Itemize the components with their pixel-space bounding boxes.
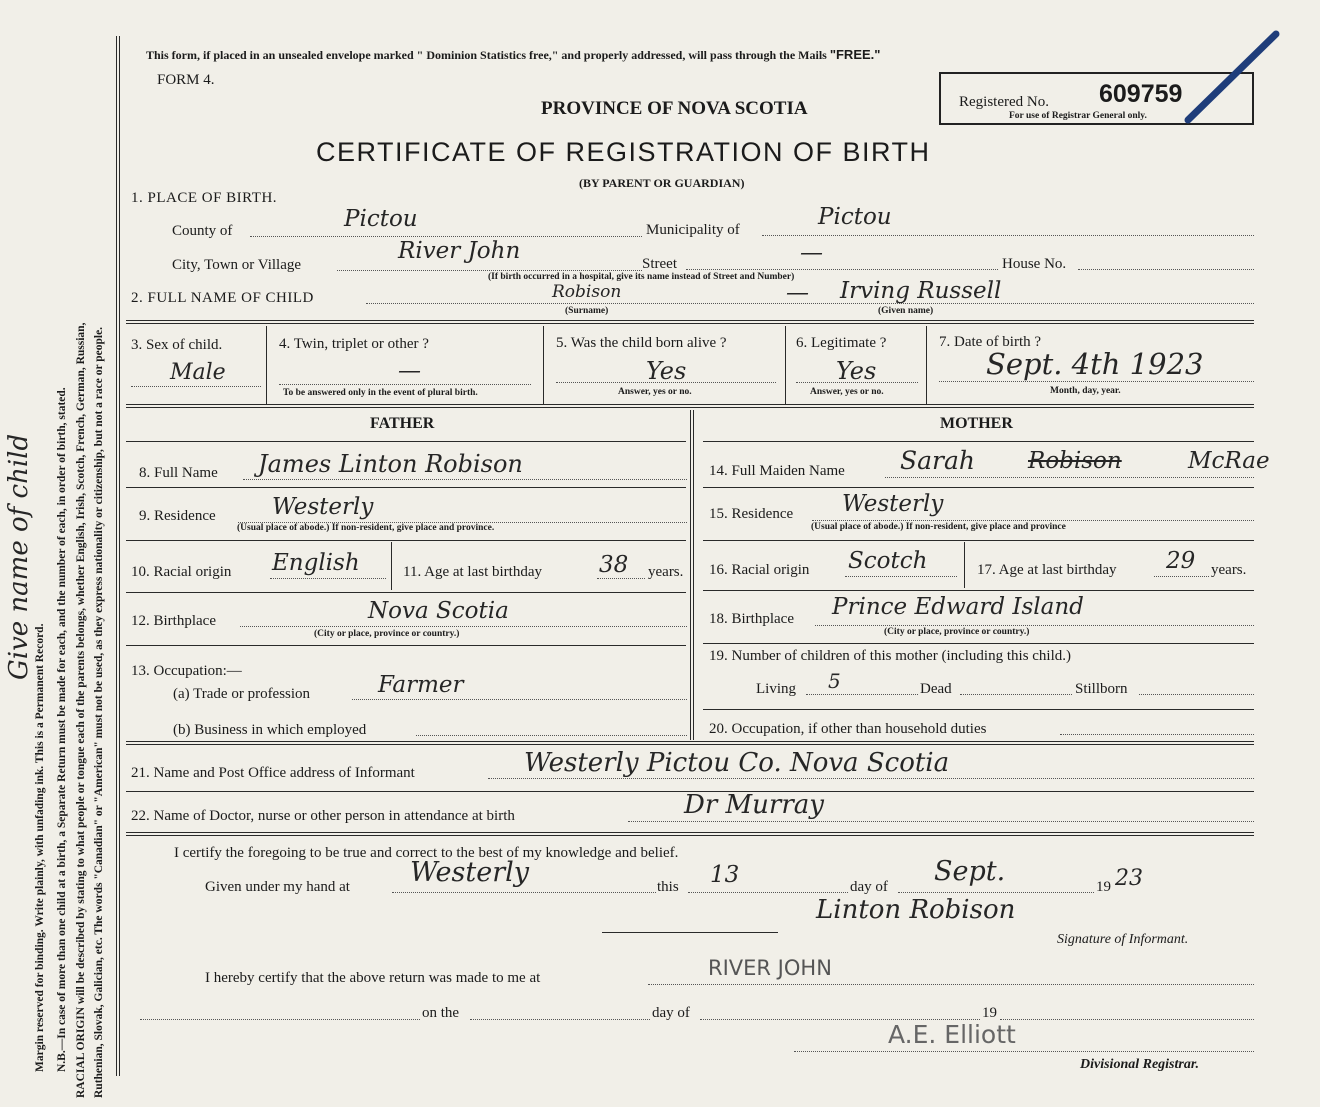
municipality-value: Pictou <box>818 204 892 230</box>
given-under-label: Given under my hand at <box>205 879 350 895</box>
county-value: Pictou <box>344 206 418 232</box>
registrar-statement: I hereby certify that the above return was made to me at <box>205 970 541 986</box>
father-residence-caption: (Usual place of abode.) If non-resident, give place and province. <box>237 523 495 533</box>
rule-after-parents <box>126 741 1254 745</box>
year-value: 23 <box>1115 866 1143 891</box>
mother-heading: MOTHER <box>940 415 1013 432</box>
informant-label: 21. Name and Post Office address of Informant <box>131 765 415 781</box>
legitimate-value: Yes <box>836 357 877 385</box>
rule-after-doctor <box>126 832 1254 836</box>
dob-value: Sept. 4th 1923 <box>986 347 1204 381</box>
surname-caption: (Surname) <box>565 306 609 316</box>
born-alive-label: 5. Was the child born alive ? <box>556 335 727 351</box>
mother-name-maiden: McRae <box>1188 448 1270 474</box>
doctor-label: 22. Name of Doctor, nurse or other person in attendance at birth <box>131 808 515 824</box>
mother-birthplace-caption: (City or place, province or country.) <box>884 627 1030 637</box>
twin-label: 4. Twin, triplet or other ? <box>279 336 429 352</box>
registrar-caption: Divisional Registrar. <box>1080 1057 1200 1072</box>
certificate-title: CERTIFICATE OF REGISTRATION OF BIRTH <box>316 137 931 167</box>
day-of-label: day of <box>850 879 888 895</box>
father-birthplace-value: Nova Scotia <box>368 598 509 624</box>
mother-race-label: 16. Racial origin <box>709 562 810 578</box>
child-given-value: Irving Russell <box>840 278 1002 304</box>
doctor-value: Dr Murray <box>684 790 824 820</box>
twin-value: — <box>398 358 421 384</box>
certify-statement: I certify the foregoing to be true and correct to the best of my knowledge and belief. <box>174 845 679 861</box>
mother-name-struck: Robison <box>1028 448 1122 474</box>
city-label: City, Town or Village <box>172 257 302 273</box>
legitimate-label: 6. Legitimate ? <box>796 335 887 351</box>
registrar-use-note: For use of Registrar General only. <box>1009 111 1147 121</box>
this-label: this <box>657 879 679 895</box>
street-value: — <box>800 240 823 266</box>
born-alive-caption: Answer, yes or no. <box>618 387 692 397</box>
hospital-note: (If birth occurred in a hospital, give its name instead of Street and Number) <box>488 272 795 282</box>
registrar-year-label: 19 <box>982 1005 997 1021</box>
twin-caption: To be answered only in the event of plural birth. <box>283 388 478 398</box>
father-trade-value: Farmer <box>378 672 464 698</box>
sex-label: 3. Sex of child. <box>131 337 223 353</box>
municipality-label: Municipality of <box>646 222 740 238</box>
house-no-label: House No. <box>1002 256 1067 272</box>
margin-note-racial-1: RACIAL ORIGIN will be described by stating to what people or tongue each of the parents belongs, whether English, Irish, Scotch, French, German, Russian, <box>75 322 87 1098</box>
father-years-label: years. <box>648 564 684 580</box>
father-age-value: 38 <box>599 552 629 578</box>
father-birthplace-caption: (City or place, province or country.) <box>314 629 460 639</box>
place-of-birth-heading: 1. PLACE OF BIRTH. <box>131 190 278 206</box>
mother-occupation-label: 20. Occupation, if other than household duties <box>709 721 987 737</box>
registered-no-label: Registered No. <box>959 94 1049 110</box>
father-residence-value: Westerly <box>272 494 374 520</box>
informant-value: Westerly Pictou Co. Nova Scotia <box>524 748 950 778</box>
living-value: 5 <box>828 669 841 693</box>
father-occupation-label: 13. Occupation:— <box>131 663 242 679</box>
father-age-label: 11. Age at last birthday <box>403 564 542 580</box>
child-surname-value: Robison <box>552 282 622 302</box>
margin-note-nb: N.B.—In case of more than one child at a birth, a Separate Return must be made for each, and the number of each, in order of birth, stated. <box>56 387 68 1072</box>
month-value: Sept. <box>934 856 1006 887</box>
dead-label: Dead <box>920 681 952 697</box>
registrar-day-of-label: day of <box>652 1005 690 1021</box>
mother-birthplace-value: Prince Edward Island <box>832 594 1084 620</box>
mail-notice: This form, if placed in an unsealed envelope marked " Dominion Statistics free," and properly addressed, will pass through the Mails "FREE." <box>146 47 881 62</box>
certificate-subtitle: (BY PARENT OR GUARDIAN) <box>579 176 745 190</box>
legitimate-caption: Answer, yes or no. <box>810 387 884 397</box>
father-name-label: 8. Full Name <box>139 465 218 481</box>
father-trade-label: (a) Trade or profession <box>173 686 311 702</box>
year-prefix: 19 <box>1096 879 1111 895</box>
margin-note-racial-2: Ruthenian, Slovak, Galician, etc. The words "Canadian" or "American" must not be used, as they express nationality or citizenship, but not a race or people. <box>93 326 105 1098</box>
dob-caption: Month, day, year. <box>1050 386 1121 396</box>
mother-name-first: Sarah <box>900 446 975 475</box>
mother-race-value: Scotch <box>848 548 928 574</box>
mother-years-label: years. <box>1211 562 1247 578</box>
registered-no-value: 609759 <box>1099 80 1183 108</box>
margin-handwritten-note: Give name of child <box>4 433 34 680</box>
blue-check-mark <box>1180 28 1290 128</box>
informant-signature: Linton Robison <box>816 895 1016 925</box>
stillborn-label: Stillborn <box>1075 681 1128 697</box>
father-business-label: (b) Business in which employed <box>173 722 367 738</box>
given-name-caption: (Given name) <box>878 306 934 316</box>
day-value: 13 <box>710 862 740 888</box>
on-the-label: on the <box>422 1005 460 1021</box>
father-birthplace-label: 12. Birthplace <box>131 613 216 629</box>
child-name-label: 2. FULL NAME OF CHILD <box>131 290 314 306</box>
born-alive-value: Yes <box>646 357 687 385</box>
mother-residence-caption: (Usual place of abode.) If non-resident, give place and province <box>811 522 1066 532</box>
rule-after-row3 <box>126 404 1254 408</box>
province-heading: PROVINCE OF NOVA SCOTIA <box>541 98 808 119</box>
street-label: Street <box>642 256 677 272</box>
city-value: River John <box>398 238 521 264</box>
registrar-place-value: RIVER JOHN <box>708 956 832 980</box>
form-number: FORM 4. <box>157 72 215 88</box>
father-race-label: 10. Racial origin <box>131 564 232 580</box>
mother-age-value: 29 <box>1166 548 1196 574</box>
mother-birthplace-label: 18. Birthplace <box>709 611 794 627</box>
mother-age-label: 17. Age at last birthday <box>977 562 1117 578</box>
father-race-value: English <box>272 550 360 576</box>
father-name-value: James Linton Robison <box>258 450 523 478</box>
sex-value: Male <box>170 360 226 385</box>
county-label: County of <box>172 223 233 239</box>
father-heading: FATHER <box>370 415 435 432</box>
mother-name-label: 14. Full Maiden Name <box>709 463 845 479</box>
dob-label: 7. Date of birth ? <box>939 334 1042 350</box>
signature-caption: Signature of Informant. <box>1057 932 1189 947</box>
registrar-signature: A.E. Elliott <box>888 1020 1016 1049</box>
parents-divider <box>690 410 694 740</box>
given-place-value: Westerly <box>410 857 530 888</box>
margin-note-binding: Margin reserved for binding. Write plainly, with unfading ink. This is a Permanent Record. <box>34 623 46 1072</box>
margin-rule <box>116 36 120 1076</box>
living-label: Living <box>756 681 796 697</box>
father-residence-label: 9. Residence <box>139 508 216 524</box>
children-count-label: 19. Number of children of this mother (including this child.) <box>709 648 1072 664</box>
mother-residence-value: Westerly <box>842 491 944 517</box>
child-name-dash: — <box>786 280 809 306</box>
mother-residence-label: 15. Residence <box>709 506 794 522</box>
rule-after-name <box>126 320 1254 324</box>
